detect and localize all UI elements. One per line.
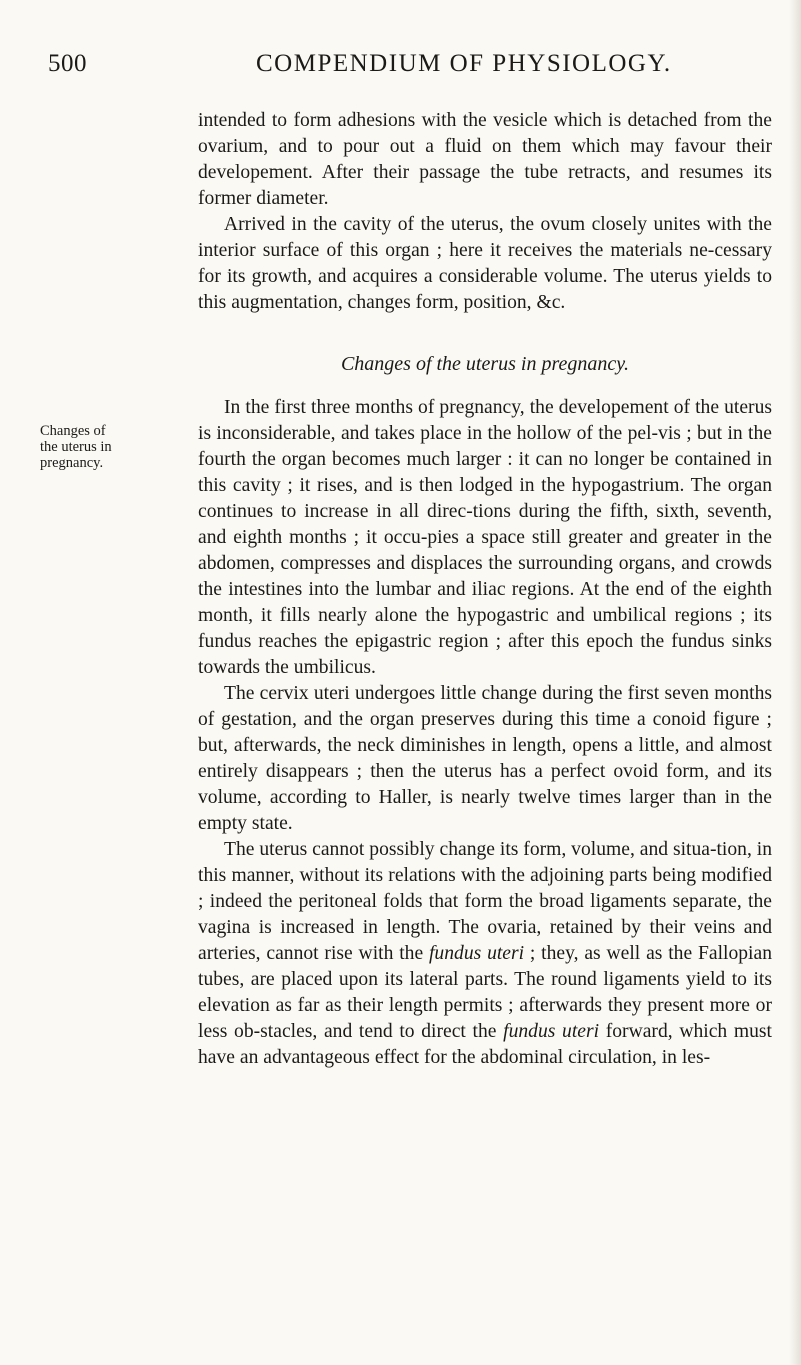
body-text — [198, 108, 772, 1071]
margin-note-line: the uterus in — [40, 439, 112, 455]
text-run: forward, which must have an advantageous effect for the abdominal circulation, in les- — [198, 1021, 772, 1068]
paragraph — [198, 837, 772, 1071]
margin-note-line: pregnancy. — [40, 455, 104, 471]
italic-term: fundus uteri — [428, 943, 525, 964]
paragraph: The cervix uteri undergoes little change during the first seven months of gestation, and the organ preserves during this time a conoid figure ; but, afterwards, the neck diminishes in length, opens a little, and almost entirely disappears ; then the uterus has a perfect ovoid form, and its volume, according to Haller, is nearly twelve times larger than in the empty state. — [198, 683, 772, 834]
margin-note-line: Changes of — [40, 423, 106, 439]
text-run: The uterus cannot possibly change its form, volume, and situa-tion, in this manner, without its relations with the adjoining parts being modified ; indeed the peritoneal folds that form the broad ligaments separate, the vagina is increased in length. The ovaria, retained by their veins and arteries, cannot rise with the — [198, 839, 772, 964]
italic-term: fundus uteri — [503, 1021, 600, 1042]
paragraph: Arrived in the cavity of the uterus, the ovum closely unites with the interior surface of this organ ; here it receives the materials ne-cessary for its growth, and acquires a considerable volume. The uterus yields to this augmentation, changes form, position, &c. — [198, 214, 772, 313]
page-number: 500 — [48, 50, 87, 77]
paragraph: In the first three months of pregnancy, the developement of the uterus is inconsiderable, and takes place in the hollow of the pel-vis ; but in the fourth the organ becomes much larger : it can no longer be contained in this cavity ; it rises, and is then lodged in the hypogastrium. The organ continues to increase in all direc-tions during the fifth, sixth, seventh, and eighth months ; it occu-pies a space still greater and greater in the abdomen, compresses and displaces the surrounding organs, and crowds the intestines into the lumbar and iliac regions. At the end of the eighth month, it fills nearly alone the hypogastric and umbilical regions ; its fundus reaches the epigastric region ; after this epoch the fundus sinks towards the umbilicus. — [198, 397, 772, 678]
paragraph: intended to form adhesions with the vesicle which is detached from the ovarium, and to pour out a fluid on them which may favour their developement. After their passage the tube retracts, and resumes its former diameter. — [198, 110, 772, 209]
page-edge-shadow — [789, 0, 801, 1365]
running-title: COMPENDIUM OF PHYSIOLOGY. — [256, 50, 672, 77]
margin-note — [40, 423, 130, 471]
section-heading: Changes of the uterus in pregnancy. — [340, 353, 630, 375]
text-run: ; they, as well as the Fallopian tubes, are placed upon its lateral parts. The round ligaments yield to its elevation as far as their length permits ; afterwards they present more or less ob-stacles, and tend to direct the — [198, 943, 772, 1042]
